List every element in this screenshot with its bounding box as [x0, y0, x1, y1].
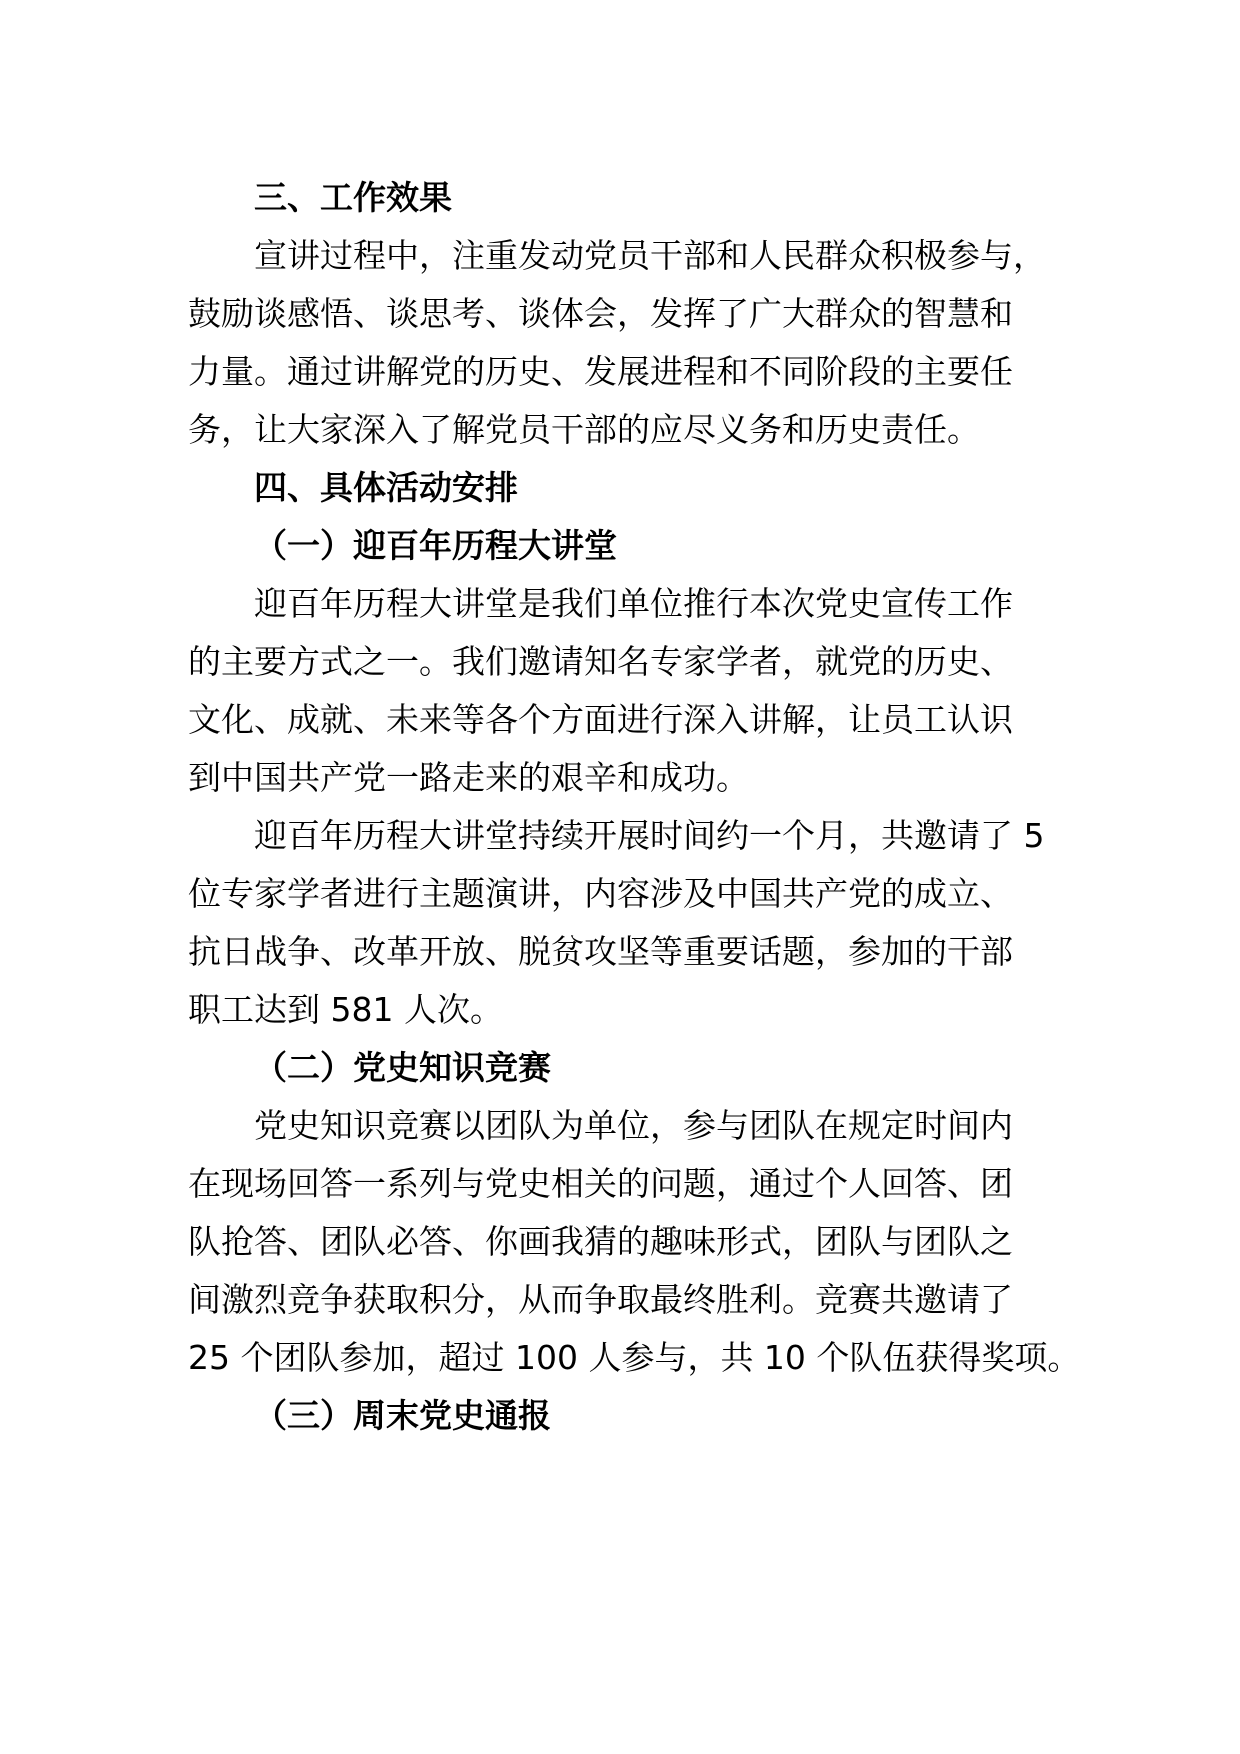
- paragraph-line: 25 个团队参加，超过 100 人参与，共 10 个队伍获得奖项。: [188, 1338, 1081, 1377]
- paragraph-line: 力量。通过讲解党的历史、发展进程和不同阶段的主要任: [188, 352, 1013, 391]
- paragraph-line: 务，让大家深入了解党员干部的应尽义务和历史责任。: [188, 410, 980, 449]
- paragraph-line: 的主要方式之一。我们邀请知名专家学者，就党的历史、: [188, 642, 1013, 681]
- section-heading-activity-arrangements: 四、具体活动安排: [254, 468, 518, 507]
- subsection-heading-knowledge-contest: （二）党史知识竞赛: [254, 1048, 551, 1087]
- subsection-heading-lecture-hall: （一）迎百年历程大讲堂: [254, 526, 617, 565]
- paragraph-line: 到中国共产党一路走来的艰辛和成功。: [188, 758, 749, 797]
- paragraph-line: 间激烈竞争获取积分，从而争取最终胜利。竞赛共邀请了: [188, 1280, 1013, 1319]
- paragraph-line: 位专家学者进行主题演讲，内容涉及中国共产党的成立、: [188, 874, 1013, 913]
- paragraph-line: 抗日战争、改革开放、脱贫攻坚等重要话题，参加的干部: [188, 932, 1013, 971]
- paragraph-line: 在现场回答一系列与党史相关的问题，通过个人回答、团: [188, 1164, 1013, 1203]
- paragraph-line: 职工达到 581 人次。: [188, 990, 503, 1029]
- paragraph-line: 宣讲过程中，注重发动党员干部和人民群众积极参与，: [254, 236, 1046, 275]
- paragraph-line: 迎百年历程大讲堂持续开展时间约一个月，共邀请了 5: [254, 816, 1045, 855]
- subsection-heading-weekend-report: （三）周末党史通报: [254, 1396, 551, 1435]
- section-heading-work-results: 三、工作效果: [254, 178, 452, 217]
- paragraph-line: 迎百年历程大讲堂是我们单位推行本次党史宣传工作: [254, 584, 1013, 623]
- paragraph-line: 党史知识竞赛以团队为单位，参与团队在规定时间内: [254, 1106, 1013, 1145]
- paragraph-line: 队抢答、团队必答、你画我猜的趣味形式，团队与团队之: [188, 1222, 1013, 1261]
- paragraph-line: 文化、成就、未来等各个方面进行深入讲解，让员工认识: [188, 700, 1013, 739]
- paragraph-line: 鼓励谈感悟、谈思考、谈体会，发挥了广大群众的智慧和: [188, 294, 1013, 333]
